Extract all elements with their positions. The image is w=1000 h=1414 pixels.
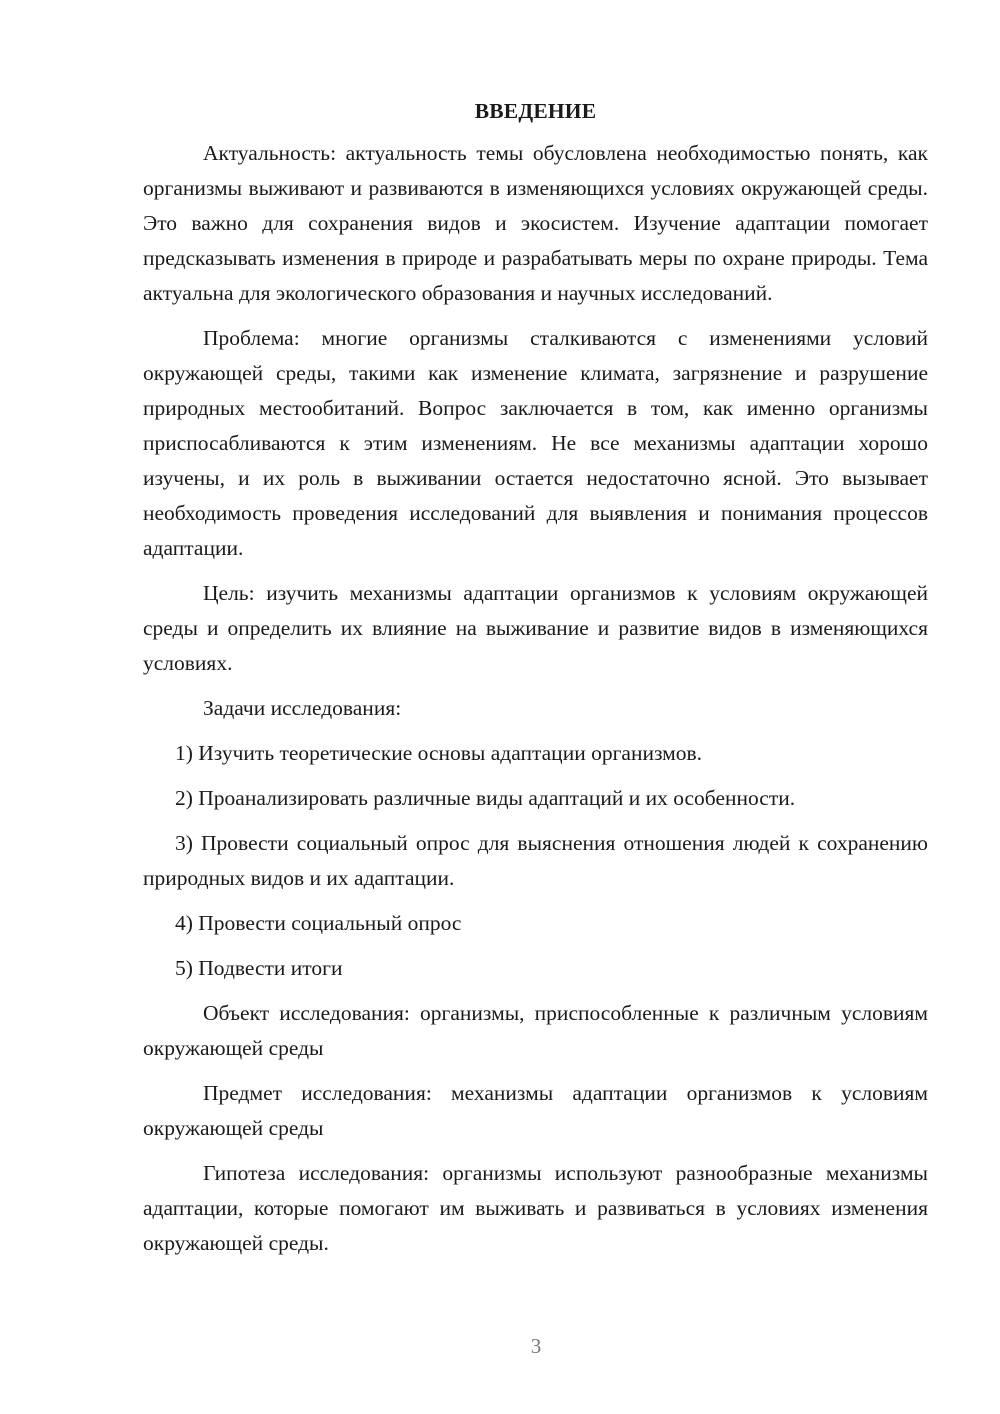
hypothesis-paragraph: Гипотеза исследования: организмы используют разнообразные механизмы адаптации, которые помогают им выживать и развиваться в условиях изменения окружающей среды. [143,1161,928,1255]
subject-paragraph: Предмет исследования: механизмы адаптации организмов к условиям окружающей среды [143,1081,928,1140]
goal-paragraph: Цель: изучить механизмы адаптации организмов к условиям окружающей среды и определить их влияние на выживание и развитие видов в изменяющихся условиях. [143,581,928,675]
page-number: 3 [530,1334,542,1358]
task-item: 5) Подвести итоги [175,956,343,980]
tasks-list [143,736,928,986]
tasks-heading: Задачи исследования: [203,696,402,720]
task-item: 1) Изучить теоретические основы адаптации организмов. [175,741,703,765]
page-title: ВВЕДЕНИЕ [474,99,597,123]
task-item: 3) Провести социальный опрос для выяснения отношения людей к сохранению природных видов и их адаптации. [143,831,928,890]
relevance-paragraph: Актуальность: актуальность темы обусловлена необходимостью понять, как организмы выживают и развиваются в изменяющихся условиях окружающей среды. Это важно для сохранения видов и экосистем. Изучение адаптации помогает предсказывать изменения в природе и разрабатывать меры по охране природы. Тема актуальна для экологического образования и научных исследований. [143,141,928,305]
object-paragraph: Объект исследования: организмы, приспособленные к различным условиям окружающей среды [143,1001,928,1060]
problem-paragraph: Проблема: многие организмы сталкиваются с изменениями условий окружающей среды, такими как изменение климата, загрязнение и разрушение природных местообитаний. Вопрос заключается в том, как именно организмы приспосабливаются к этим изменениям. Не все механизмы адаптации хорошо изучены, и их роль в выживании остается недостаточно ясной. Это вызывает необходимость проведения исследований для выявления и понимания процессов адаптации. [143,326,928,560]
task-item: 2) Проанализировать различные виды адаптаций и их особенности. [175,786,796,810]
document-page [143,96,928,1271]
task-item: 4) Провести социальный опрос [175,911,462,935]
